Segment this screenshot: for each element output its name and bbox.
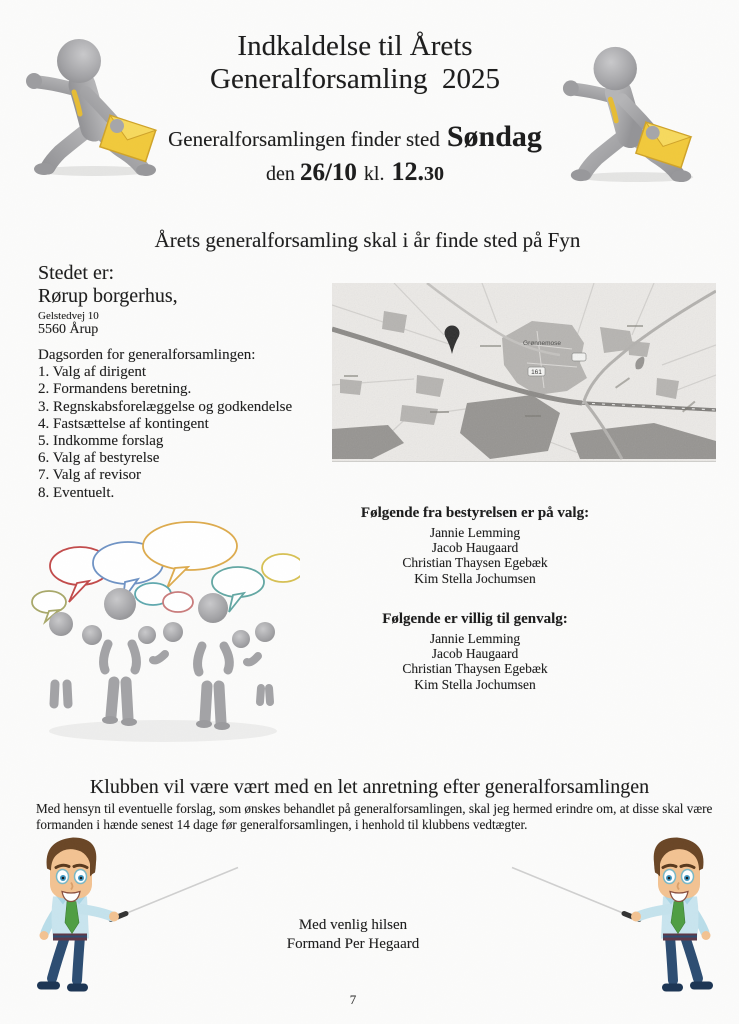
venue-label: Stedet er: bbox=[38, 262, 115, 284]
proposal-note-line-1: Med hensyn til eventuelle forslag, som ønskes behandlet på generalforsamlingen, skal jeg hermed erindre om, at disse skal være bbox=[36, 801, 713, 816]
when-line-1 bbox=[105, 120, 605, 154]
title-line-1: Indkaldelse til Årets bbox=[237, 30, 473, 62]
agenda-block bbox=[38, 347, 292, 502]
on-ballot-name: Christian Thaysen Egebæk bbox=[402, 555, 548, 571]
on-ballot-name: Kim Stella Jochumsen bbox=[414, 570, 536, 586]
crowd-figures bbox=[49, 588, 275, 730]
speech-bubbles bbox=[32, 522, 300, 622]
discussion-crowd-illustration bbox=[25, 518, 300, 750]
venue-street: Gelstedvej 10 bbox=[38, 310, 99, 322]
agenda-item: 6. Valg af bestyrelse bbox=[38, 450, 160, 467]
when-day: Søndag bbox=[446, 120, 542, 153]
agenda-title: Dagsorden for generalforsamlingen: bbox=[38, 347, 256, 363]
when-time-hours: 12. bbox=[391, 157, 424, 186]
proposal-note-line-2: formanden i hænde senest 14 dage før generalforsamlingen, i henhold til klubbens vedtægter. bbox=[36, 816, 528, 832]
map-route-label: 161 bbox=[531, 369, 542, 376]
when-kl: kl. bbox=[363, 163, 385, 185]
on-ballot-block bbox=[320, 505, 630, 586]
when-date: 26/10 bbox=[299, 159, 357, 186]
page-title bbox=[140, 30, 570, 96]
venue-postal-city: 5560 Årup bbox=[38, 322, 99, 337]
agenda-item: 8. Eventuelt. bbox=[38, 484, 115, 501]
signoff-regards: Med venlig hilsen bbox=[298, 917, 408, 933]
agenda-item: 1. Valg af dirigent bbox=[38, 364, 147, 381]
presenter-cartoon-left bbox=[25, 828, 245, 998]
when-den: den bbox=[266, 163, 295, 185]
agenda-item: 3. Regnskabsforelæggelse og godkendelse bbox=[38, 398, 293, 415]
map-town-label: Grønnemose bbox=[523, 340, 561, 347]
signoff-signature: Formand Per Hegaard bbox=[286, 936, 420, 952]
on-ballot-name: Jannie Lemming bbox=[429, 525, 521, 540]
pointer-stick bbox=[121, 868, 238, 916]
on-ballot-name: Jacob Haugaard bbox=[431, 540, 519, 556]
presenter-cartoon-right bbox=[505, 828, 725, 998]
reelection-name: Jacob Haugaard bbox=[431, 646, 519, 662]
reelection-name: Kim Stella Jochumsen bbox=[414, 676, 536, 692]
on-ballot-title: Følgende fra bestyrelsen er på valg: bbox=[360, 505, 590, 521]
reelection-block bbox=[320, 611, 630, 692]
title-line-2: Generalforsamling 2025 bbox=[210, 63, 500, 95]
reelection-title: Følgende er villig til genvalg: bbox=[382, 611, 568, 627]
reelection-name: Jannie Lemming bbox=[429, 631, 521, 646]
venue-name: Rørup borgerhus, bbox=[38, 285, 178, 307]
agenda-item: 5. Indkomme forslag bbox=[38, 433, 164, 450]
venue-block bbox=[38, 262, 178, 337]
when-line-2 bbox=[105, 157, 605, 187]
meeting-when bbox=[105, 120, 605, 187]
reelection-name: Christian Thaysen Egebæk bbox=[402, 661, 548, 677]
map-image bbox=[332, 283, 716, 461]
intro-heading: Årets generalforsamling skal i år finde sted på Fyn bbox=[154, 228, 581, 252]
pointer-stick bbox=[512, 868, 629, 916]
agenda-item: 7. Valg af revisor bbox=[38, 467, 142, 484]
when-prefix: Generalforsamlingen finder sted bbox=[168, 127, 440, 151]
running-figure-envelope-right-icon bbox=[558, 38, 708, 186]
page-number: 7 bbox=[349, 992, 357, 1007]
agenda-item: 4. Fastsættelse af kontingent bbox=[38, 415, 209, 432]
when-time-minutes: 30 bbox=[423, 163, 444, 185]
running-figure bbox=[563, 47, 691, 182]
yellow-envelope bbox=[636, 122, 691, 168]
signoff-block bbox=[203, 916, 503, 954]
presenter-figure bbox=[37, 838, 238, 992]
agenda-item: 2. Formandens beretning. bbox=[38, 381, 192, 398]
map-scan-grain bbox=[332, 283, 716, 461]
presenter-figure bbox=[512, 838, 713, 992]
banquet-line: Klubben vil være vært med en let anretning efter generalforsamlingen bbox=[89, 776, 650, 798]
location-map bbox=[332, 283, 716, 462]
